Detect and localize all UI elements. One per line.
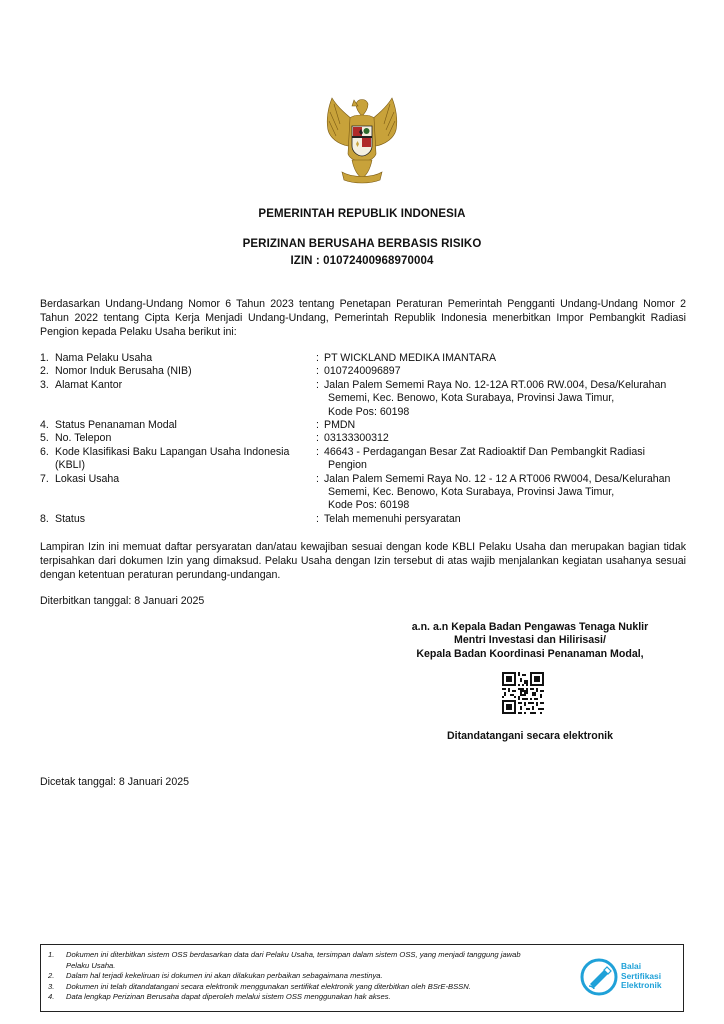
detail-label-continued: (KBLI) bbox=[55, 459, 86, 472]
electronically-signed-label: Ditandatangani secara elektronik bbox=[446, 730, 614, 742]
detail-number: 6. bbox=[40, 445, 49, 458]
detail-row-kbli: 6. Kode Klasifikasi Baku Lapangan Usaha Indonesia (KBLI) : 46643 - Perdagangan Besar Zat Radioaktif Dan Pembangkit Radiasi Pengion bbox=[40, 446, 686, 473]
detail-value: PT WICKLAND MEDIKA IMANTARA bbox=[324, 352, 497, 364]
intro-paragraph: Berdasarkan Undang-Undang Nomor 6 Tahun 2023 tentang Penetapan Peraturan Pemerintah Pengganti Undang-Undang Nomor 2 Tahun 2022 tentang Cipta Kerja Menjadi Undang-Undang, Pemerintah Republik Indonesia menerbitkan Impor Pembangkit Radiasi Pengion kepada Pelaku Usaha berikut ini: bbox=[40, 298, 686, 339]
detail-label: Status Penanaman Modal bbox=[55, 419, 177, 432]
footnote-text: Dalam hal terjadi kekeliruan isi dokumen ini akan dilakukan perbaikan sebagaimana mestinya. bbox=[66, 971, 383, 981]
government-heading: PEMERINTAH REPUBLIK INDONESIA bbox=[258, 208, 466, 220]
detail-number: 3. bbox=[40, 378, 49, 391]
footnote-text: Dokumen ini telah ditandatangani secara elektronik menggunakan sertifikat elektronik yang diterbitkan oleh BSrE-BSSN. bbox=[66, 981, 471, 991]
bsre-line-1: Balai bbox=[621, 961, 642, 971]
detail-label: Lokasi Usaha bbox=[55, 472, 120, 485]
footnote-number: 3. bbox=[48, 981, 55, 991]
footnote-number: 1. bbox=[48, 950, 55, 959]
issued-date: Diterbitkan tanggal: 8 Januari 2025 bbox=[40, 595, 205, 607]
signatory-line-2: Mentri Investasi dan Hilirisasi/ bbox=[454, 634, 606, 647]
detail-value: 0107240096897 bbox=[324, 365, 401, 378]
detail-value: Jalan Palem Sememi Raya No. 12-12A RT.006 RW.004, Desa/Kelurahan bbox=[324, 378, 667, 391]
detail-label: Status bbox=[55, 512, 86, 525]
detail-label: Kode Klasifikasi Baku Lapangan Usaha Indonesia bbox=[55, 445, 290, 458]
detail-number: 2. bbox=[40, 365, 49, 378]
detail-row-phone: 5. No. Telepon : 03133300312 bbox=[40, 432, 686, 445]
footnote-item bbox=[48, 950, 578, 971]
detail-label: No. Telepon bbox=[55, 432, 112, 445]
detail-row-investment-status: 4. Status Penanaman Modal : PMDN bbox=[40, 419, 686, 432]
footnote-text: Data lengkap Perizinan Berusaha dapat diperoleh melalui sistem OSS menggunakan hak akses. bbox=[66, 992, 391, 1002]
footnote-item bbox=[48, 971, 578, 982]
footnote-text: Dokumen ini diterbitkan sistem OSS berdasarkan data dari Pelaku Usaha, tersimpan dalam sistem OSS, yang menjadi tanggung jawab bbox=[66, 950, 521, 959]
detail-number: 7. bbox=[40, 472, 49, 485]
detail-row-business-name: 1. Nama Pelaku Usaha : PT WICKLAND MEDIKA IMANTARA bbox=[40, 352, 686, 365]
detail-value: Kode Pos: 60198 bbox=[328, 499, 410, 512]
printed-date: Dicetak tanggal: 8 Januari 2025 bbox=[40, 776, 190, 788]
detail-value: 46643 - Perdagangan Besar Zat Radioaktif Dan Pembangkit Radiasi bbox=[324, 445, 645, 458]
document-title: PERIZINAN BERUSAHA BERBASIS RISIKO bbox=[242, 238, 482, 250]
detail-value: Sememi, Kec. Benowo, Kota Surabaya, Provinsi Jawa Timur, bbox=[328, 392, 615, 405]
detail-number: 5. bbox=[40, 432, 49, 445]
detail-value: Telah memenuhi persyaratan bbox=[324, 512, 461, 525]
detail-number: 1. bbox=[40, 352, 49, 364]
detail-number: 4. bbox=[40, 419, 49, 432]
qr-code-icon bbox=[502, 672, 544, 714]
footnote-text: Pelaku Usaha. bbox=[66, 960, 116, 970]
detail-label: Nama Pelaku Usaha bbox=[55, 352, 153, 364]
detail-row-nib: 2. Nomor Induk Berusaha (NIB) : 0107240096897 bbox=[40, 365, 686, 378]
detail-label: Nomor Induk Berusaha (NIB) bbox=[55, 365, 192, 378]
bsre-line-2: Sertifikasi bbox=[621, 970, 662, 981]
permit-number: IZIN : 01072400968970004 bbox=[290, 255, 434, 267]
detail-label: Alamat Kantor bbox=[55, 378, 123, 391]
detail-value: 03133300312 bbox=[324, 432, 389, 445]
detail-value: Jalan Palem Sememi Raya No. 12 - 12 A RT006 RW004, Desa/Kelurahan bbox=[324, 472, 671, 485]
detail-value: Pengion bbox=[328, 459, 367, 472]
business-details-list bbox=[40, 352, 686, 526]
footnote-item bbox=[48, 982, 578, 993]
signatory-line-3: Kepala Badan Koordinasi Penanaman Modal, bbox=[416, 647, 644, 660]
garuda-emblem-icon bbox=[314, 94, 410, 188]
bsre-line-3: Elektronik bbox=[621, 980, 662, 991]
bsre-logo-icon bbox=[580, 958, 618, 996]
footnotes-list bbox=[48, 950, 578, 1003]
footnote-number: 2. bbox=[48, 971, 55, 981]
attachment-paragraph: Lampiran Izin ini memuat daftar persyaratan dan/atau kewajiban sesuai dengan kode KBLI Pelaku Usaha dan merupakan bagian tidak terpisahkan dari dokumen Izin yang dimaksud. Pelaku Usaha dengan Izin tersebut di atas wajib menjalankan kegiatan usahanya sesuai dengan ketentuan peraturan perundang-undangan. bbox=[40, 541, 686, 582]
footnote-item bbox=[48, 992, 578, 1003]
footnote-number: 4. bbox=[48, 992, 55, 1002]
detail-value: PMDN bbox=[324, 419, 356, 432]
detail-number: 8. bbox=[40, 512, 49, 525]
detail-value: Sememi, Kec. Benowo, Kota Surabaya, Provinsi Jawa Timur, bbox=[328, 486, 615, 499]
bsre-logo-text bbox=[621, 962, 662, 991]
signatory-block bbox=[380, 621, 680, 661]
detail-value: Kode Pos: 60198 bbox=[328, 405, 410, 418]
detail-row-business-location: 7. Lokasi Usaha : Jalan Palem Sememi Raya No. 12 - 12 A RT006 RW004, Desa/Kelurahan Sememi, Kec. Benowo, Kota Surabaya, Provinsi Jawa Timur, Kode Pos: 60198 bbox=[40, 473, 686, 513]
detail-row-status: 8. Status : Telah memenuhi persyaratan bbox=[40, 513, 686, 526]
signatory-line-1: a.n. a.n Kepala Badan Pengawas Tenaga Nuklir bbox=[411, 621, 649, 633]
detail-row-office-address: 3. Alamat Kantor : Jalan Palem Sememi Raya No. 12-12A RT.006 RW.004, Desa/Kelurahan Sememi, Kec. Benowo, Kota Surabaya, Provinsi Jawa Timur, Kode Pos: 60198 bbox=[40, 379, 686, 419]
